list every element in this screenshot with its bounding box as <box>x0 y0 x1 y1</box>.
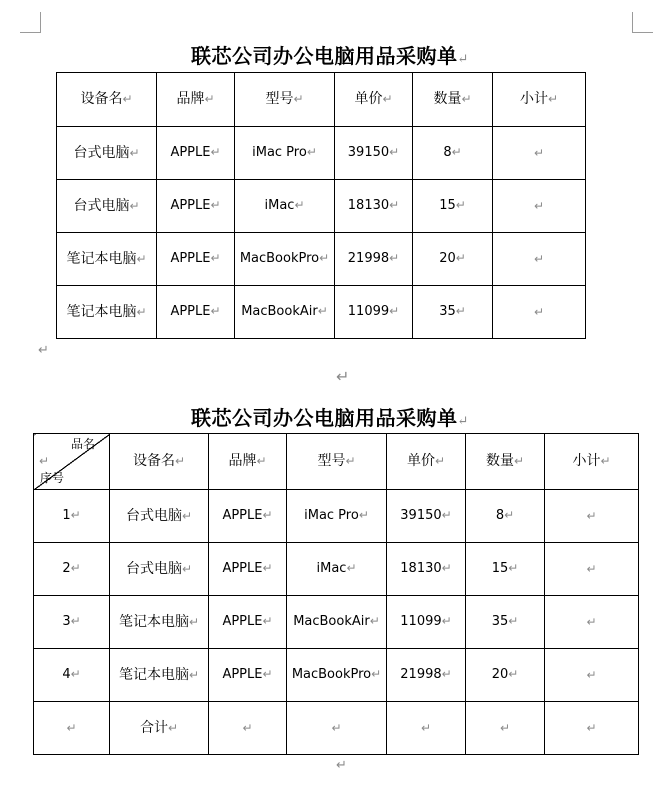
paragraph-mark: ↵ <box>389 145 400 160</box>
table-cell <box>335 127 413 180</box>
crop-mark-top-left <box>20 12 41 33</box>
cell-text: MacBookAir <box>293 614 370 630</box>
table-cell <box>235 233 335 286</box>
paragraph-mark: ↵ <box>204 92 215 107</box>
table-header-row <box>57 73 586 127</box>
cell-text: 笔记本电脑 <box>66 250 137 267</box>
table-cell: ↵ <box>545 596 639 649</box>
cell-text: iMac Pro <box>252 145 307 161</box>
table-cell <box>209 596 287 649</box>
cell-text: 35 <box>491 614 509 630</box>
cell-text: MacBookPro <box>291 667 372 683</box>
table-cell <box>335 233 413 286</box>
cell-text: 型号 <box>265 91 294 108</box>
table-cell <box>235 286 335 339</box>
table-cell <box>157 180 235 233</box>
cell-text: 1 <box>62 508 71 524</box>
table-cell <box>110 490 209 543</box>
cell-text: 8 <box>495 508 505 524</box>
table-cell <box>57 233 157 286</box>
table-cell: ↵ <box>493 127 586 180</box>
paragraph-mark: ↵ <box>256 454 267 469</box>
table-cell: ↵ <box>493 233 586 286</box>
paragraph-mark: ↵ <box>70 614 81 629</box>
paragraph-mark: ↵ <box>188 667 200 682</box>
cell-text: 数量 <box>433 91 462 108</box>
paragraph-mark: ↵ <box>451 145 462 160</box>
table-cell <box>209 490 287 543</box>
cell-text: 品牌 <box>228 453 257 470</box>
paragraph-mark: ↵ <box>346 561 357 576</box>
cell-text: 18130 <box>400 561 442 577</box>
table2-title-text: 联芯公司办公电脑用品采购单 <box>191 406 458 430</box>
table-cell <box>335 180 413 233</box>
column-header <box>335 73 413 127</box>
paragraph-mark: ↵ <box>371 667 382 682</box>
crop-mark-top-right <box>632 12 653 33</box>
table-cell <box>110 543 209 596</box>
cell-text: 2 <box>62 561 71 577</box>
paragraph-mark: ↵ <box>336 758 347 773</box>
table-cell <box>466 596 545 649</box>
paragraph-mark: ↵ <box>600 454 611 469</box>
cell-text: 小计 <box>572 453 601 470</box>
cell-text: 3 <box>62 614 71 630</box>
cell-text: 20 <box>491 667 509 683</box>
table2-title <box>0 402 660 431</box>
table-cell <box>413 233 493 286</box>
table-cell: ↵ <box>34 702 110 755</box>
cell-text: 15 <box>439 198 456 214</box>
table-cell: ↵ <box>287 702 387 755</box>
cell-text: APPLE <box>170 145 211 161</box>
paragraph-mark: ↵ <box>181 508 193 523</box>
corner-label-top: 品名 <box>70 437 95 451</box>
paragraph-mark: ↵ <box>210 304 221 319</box>
table-cell <box>387 490 466 543</box>
cell-text: 台式电脑 <box>73 144 130 161</box>
paragraph-mark: ↵ <box>293 92 304 107</box>
paragraph-mark: ↵ <box>504 508 515 523</box>
paragraph-mark: ↵ <box>457 52 469 67</box>
paragraph-mark: ↵ <box>508 561 519 576</box>
paragraph-mark: ↵ <box>441 561 452 576</box>
column-header <box>157 73 235 127</box>
cell-text: 设备名 <box>132 453 175 470</box>
cell-text: 笔记本电脑 <box>66 303 137 320</box>
table-cell <box>34 649 110 702</box>
paragraph-mark: ↵ <box>70 508 81 523</box>
purchase-table-2 <box>33 433 639 755</box>
table1-title-text: 联芯公司办公电脑用品采购单 <box>191 44 458 68</box>
paragraph-mark: ↵ <box>188 614 200 629</box>
cell-text: iMac <box>316 561 347 577</box>
table1-title <box>0 40 660 69</box>
table-cell <box>57 127 157 180</box>
cell-text: 单价 <box>406 453 435 470</box>
paragraph-mark: ↵ <box>210 198 221 213</box>
cell-text: 台式电脑 <box>125 560 182 577</box>
cell-text: APPLE <box>222 508 263 524</box>
paragraph-mark: ↵ <box>389 198 400 213</box>
table-cell <box>235 127 335 180</box>
table-cell <box>466 543 545 596</box>
paragraph-mark: ↵ <box>441 614 452 629</box>
table-row <box>34 596 639 649</box>
table-cell <box>209 649 287 702</box>
table-cell <box>287 596 387 649</box>
table-cell: ↵ <box>545 490 639 543</box>
table-cell <box>387 596 466 649</box>
corner-label-bottom: 序号 <box>40 470 65 485</box>
paragraph-mark: ↵ <box>508 614 519 629</box>
cell-text: 合计 <box>139 719 168 736</box>
table-row <box>57 286 586 339</box>
cell-text: APPLE <box>222 667 263 683</box>
cell-text: 21998 <box>400 667 442 683</box>
column-header <box>287 434 387 490</box>
cell-text: 8 <box>443 145 452 161</box>
paragraph-mark: ↵ <box>262 508 273 523</box>
paragraph-mark: ↵ <box>181 561 193 576</box>
paragraph-mark: ↵ <box>306 145 317 160</box>
paragraph-mark: ↵ <box>345 454 356 469</box>
cell-text: 11099 <box>347 304 390 320</box>
cell-text: iMac <box>264 198 295 214</box>
table-cell: ↵ <box>493 286 586 339</box>
table-cell <box>466 490 545 543</box>
paragraph-mark: ↵ <box>39 454 50 468</box>
cell-text: APPLE <box>170 198 211 214</box>
table-row <box>34 649 639 702</box>
paragraph-mark: ↵ <box>455 198 466 213</box>
purchase-table-1 <box>56 72 586 339</box>
cell-text: 单价 <box>354 91 383 108</box>
paragraph-mark: ↵ <box>382 92 393 107</box>
paragraph-mark: ↵ <box>262 614 273 629</box>
table-cell: ↵ <box>387 702 466 755</box>
cell-text: 笔记本电脑 <box>118 666 189 683</box>
column-header <box>235 73 335 127</box>
table-cell <box>110 596 209 649</box>
paragraph-mark: ↵ <box>336 367 350 386</box>
paragraph-mark: ↵ <box>167 720 179 735</box>
paragraph-mark: ↵ <box>70 561 81 576</box>
table-cell <box>413 286 493 339</box>
column-header <box>413 73 493 127</box>
paragraph-mark: ↵ <box>262 667 273 682</box>
column-header <box>493 73 586 127</box>
cell-text: iMac Pro <box>304 508 359 524</box>
paragraph-mark: ↵ <box>174 454 186 469</box>
table-cell <box>110 649 209 702</box>
cell-text: 21998 <box>347 251 390 267</box>
cell-text: 39150 <box>400 508 442 524</box>
paragraph-mark: ↵ <box>513 454 525 469</box>
table-cell <box>110 702 209 755</box>
table-row <box>57 127 586 180</box>
cell-text: 35 <box>439 304 456 320</box>
table-cell: ↵ <box>466 702 545 755</box>
cell-text: 11099 <box>400 614 442 630</box>
cell-text: MacBookAir <box>241 304 318 320</box>
table-cell: ↵ <box>545 543 639 596</box>
table-header-row <box>34 434 639 490</box>
table-cell: ↵ <box>493 180 586 233</box>
table-cell <box>209 543 287 596</box>
table-cell <box>34 490 110 543</box>
paragraph-mark: ↵ <box>129 198 140 213</box>
paragraph-mark: ↵ <box>319 251 330 266</box>
paragraph-mark: ↵ <box>441 508 452 523</box>
cell-text: 台式电脑 <box>125 507 182 524</box>
table-cell <box>387 543 466 596</box>
table-row <box>57 180 586 233</box>
table-cell <box>57 286 157 339</box>
cell-text: 型号 <box>317 453 346 470</box>
column-header <box>57 73 157 127</box>
table-cell: ↵ <box>209 702 287 755</box>
column-header <box>110 434 209 490</box>
cell-text: APPLE <box>170 304 211 320</box>
cell-text: 15 <box>491 561 509 577</box>
cell-text: APPLE <box>170 251 211 267</box>
table-row <box>34 543 639 596</box>
table-cell: ↵ <box>545 702 639 755</box>
paragraph-mark: ↵ <box>136 304 147 319</box>
paragraph-mark: ↵ <box>547 92 559 107</box>
paragraph-mark: ↵ <box>294 198 305 213</box>
table-cell <box>387 649 466 702</box>
table-cell: ↵ <box>545 649 639 702</box>
paragraph-mark: ↵ <box>210 251 221 266</box>
cell-text: 数量 <box>485 453 514 470</box>
table-cell <box>287 649 387 702</box>
table-cell <box>157 286 235 339</box>
paragraph-mark: ↵ <box>461 92 472 107</box>
paragraph-mark: ↵ <box>129 145 140 160</box>
cell-text: 笔记本电脑 <box>118 613 189 630</box>
cell-text: 20 <box>439 251 456 267</box>
table-cell <box>466 649 545 702</box>
cell-text: 品牌 <box>176 91 205 108</box>
paragraph-mark: ↵ <box>455 251 466 266</box>
paragraph-mark: ↵ <box>369 614 380 629</box>
column-header <box>387 434 466 490</box>
paragraph-mark: ↵ <box>262 561 273 576</box>
paragraph-mark: ↵ <box>70 667 81 682</box>
paragraph-mark: ↵ <box>136 251 147 266</box>
cell-text: 39150 <box>347 145 390 161</box>
paragraph-mark: ↵ <box>441 667 452 682</box>
paragraph-mark: ↵ <box>508 667 519 682</box>
table-cell <box>235 180 335 233</box>
table-cell <box>157 233 235 286</box>
paragraph-mark: ↵ <box>317 304 328 319</box>
table-cell <box>287 543 387 596</box>
cell-text: 小计 <box>519 91 548 108</box>
table-row <box>34 702 639 755</box>
column-header <box>209 434 287 490</box>
cell-text: MacBookPro <box>239 251 320 267</box>
table-row <box>34 490 639 543</box>
paragraph-mark: ↵ <box>122 92 133 107</box>
table-cell <box>335 286 413 339</box>
table-cell <box>413 180 493 233</box>
paragraph-mark: ↵ <box>210 145 221 160</box>
paragraph-mark: ↵ <box>389 251 400 266</box>
cell-text: 4 <box>62 667 71 683</box>
cell-text: APPLE <box>222 614 263 630</box>
column-header <box>466 434 545 490</box>
paragraph-mark: ↵ <box>358 508 369 523</box>
table-cell <box>157 127 235 180</box>
cell-text: 设备名 <box>80 91 123 108</box>
cell-text: 18130 <box>347 198 390 214</box>
column-header <box>545 434 639 490</box>
table-cell <box>57 180 157 233</box>
table-cell <box>34 596 110 649</box>
cell-text: 台式电脑 <box>73 197 130 214</box>
paragraph-mark: ↵ <box>434 454 446 469</box>
diagonal-header-cell <box>34 434 110 490</box>
paragraph-mark: ↵ <box>457 414 469 429</box>
paragraph-mark: ↵ <box>455 304 466 319</box>
paragraph-mark: ↵ <box>389 304 400 319</box>
table-cell <box>413 127 493 180</box>
paragraph-mark: ↵ <box>38 343 49 358</box>
table-cell <box>287 490 387 543</box>
table-row <box>57 233 586 286</box>
cell-text: APPLE <box>222 561 263 577</box>
table-cell <box>34 543 110 596</box>
